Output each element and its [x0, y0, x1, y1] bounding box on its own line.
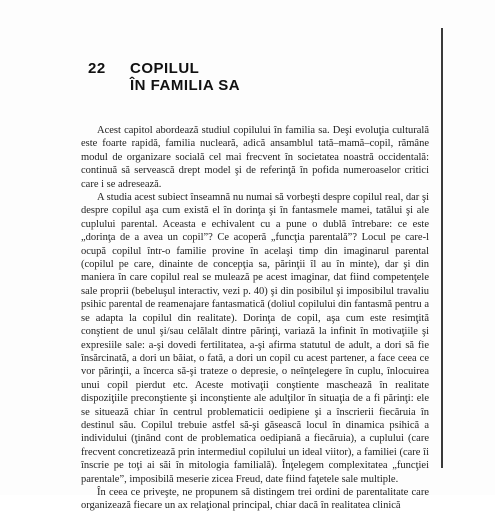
- chapter-title: [130, 60, 240, 94]
- chapter-title-line-1: COPILUL: [130, 60, 200, 77]
- chapter-number: 22: [88, 60, 106, 77]
- chapter-body: [81, 124, 429, 513]
- paragraph-intro: Acest capitol abordează studiul copilului în familia sa. Deşi evoluţia culturală este foarte rapidă, familia nucleară, adică ansamblul tată–mamă–copil, rămâne modul de organizare socială cel mai frecvent în societatea noastră occidentală: continuă să servească drept model şi de referinţă în pofida numeroaselor critici care i se adresează.: [81, 125, 429, 190]
- paragraph-main: A studia acest subiect înseamnă nu numai să vorbeşti despre copilul real, dar şi despre copilul aşa cum există el în dorinţa şi în fantasmele mamei, tatălui şi ale cuplului parental. Aceasta e echivalent cu a pune o dublă întrebare: ce este „dorinţa de a avea un copil”? Ce acoperă „funcţia parentală”? Locul pe care-l ocupă copilul într-o familie provine în acelaşi timp din imaginarul parental (copilul pe care, dinainte de concepţia sa, părinţii îl au în minte), dar şi din maniera în care copilul real se mulează pe acest imaginar, dat fiind competenţele sale proprii (bebeluşul interactiv, vezi p. 40) şi din posibilul şi imposibilul travaliu psihic parental de reamenajare fantasmatică (doliul copilului din fantasmă pentru a se adapta la copilul din realitate). Dorinţa de copil, aşa cum este resimţită conştient de unul şi/sau celălalt dintre părinţi, variază la infinit în motivaţiile şi expresiile sale: a-şi dovedi fertilitatea, a-şi afirma statutul de adult, a dori să fie însărcinată, a dori un băiat, o fată, a dori un copil cu acest partener, a face ceea ce vor părinţii, a încerca să-şi trateze o depresie, o neînţelegere în cuplu, înlocuirea unui copil pierdut etc. Aceste motivaţii conştiente maschează în realitate dispoziţiile preconştiente şi inconştiente ale adulţilor în situaţia de a fi părinţi: ele se situează chiar în centrul problematicii oedipiene şi a înscrierii fiecăruia în destinul său. Copilul trebuie astfel să-şi găsească locul în dinamica psihică a individului (ţinând cont de problematica oedipiană a fiecăruia), a cuplului (care frecvent concretizează prin intermediul copilului un ideal viitor), a familiei (care îi înscrie pe toţi ai săi în mitologia familială). Înţelegem complexitatea „funcţiei parentale”, imposibilă meserie zicea Freud, date fiind faţetele sale multiple.: [81, 192, 429, 485]
- paragraph-continuation: În ceea ce priveşte, ne propunem să distingem trei ordini de parentalitate care organizează fiecare un ax relaţional principal, chiar dacă în realitatea clinică: [81, 486, 429, 512]
- page-edge-line: [441, 28, 443, 468]
- chapter-title-line-2: ÎN FAMILIA SA: [130, 77, 241, 94]
